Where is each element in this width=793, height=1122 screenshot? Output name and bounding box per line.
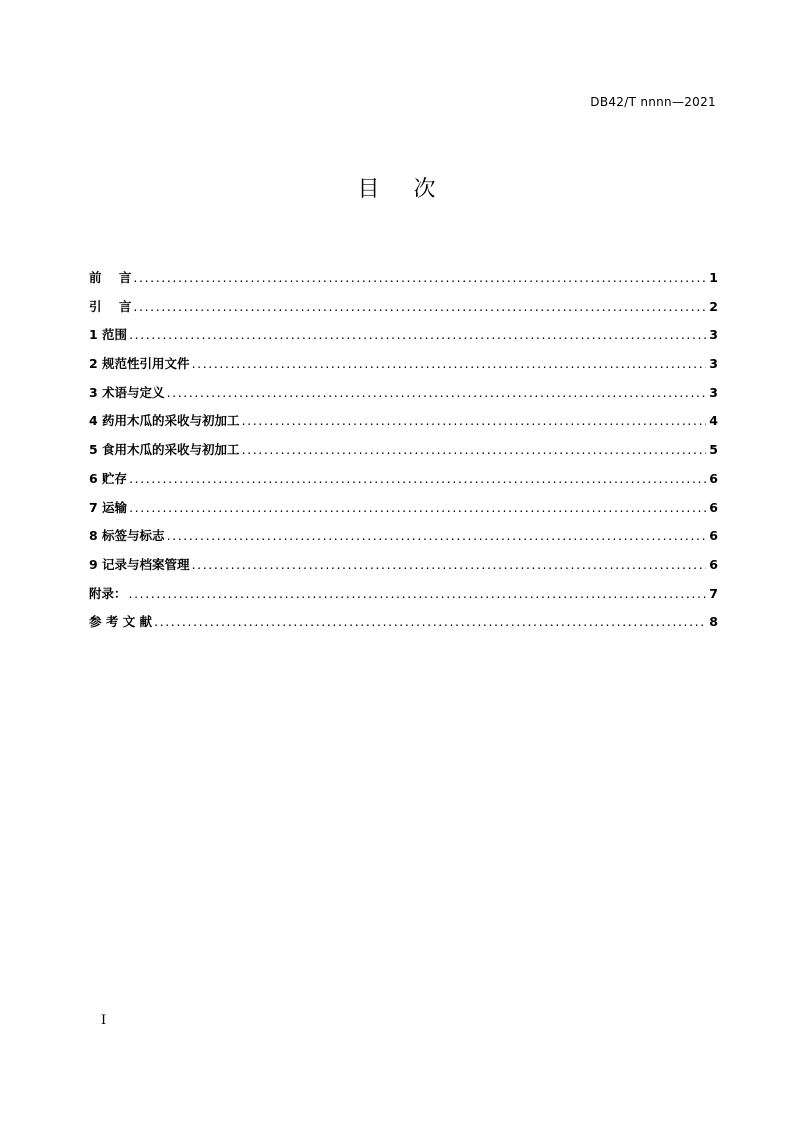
- toc-dot-leader: [167, 528, 707, 543]
- toc-entry-preface[interactable]: [89, 268, 718, 297]
- toc-dot-leader: [129, 471, 706, 486]
- toc-entry-page: 5: [709, 442, 718, 458]
- toc-dot-leader: [154, 614, 706, 629]
- toc-entry-terms-definitions[interactable]: [89, 383, 718, 412]
- document-code: DB42/T nnnn—2021: [590, 95, 716, 109]
- toc-entry-edible-harvest[interactable]: [89, 440, 718, 469]
- toc-entry-page: 1: [709, 270, 718, 285]
- toc-entry-medicinal-harvest[interactable]: [89, 411, 718, 440]
- toc-entry-label: 3 术语与定义: [89, 384, 165, 400]
- toc-entry-label: 7 运输: [89, 499, 128, 515]
- toc-dot-leader: [242, 413, 707, 428]
- toc-entry-appendix[interactable]: [89, 584, 718, 613]
- table-of-contents: [89, 268, 718, 641]
- toc-entry-label: 9 记录与档案管理: [89, 556, 190, 572]
- toc-entry-page: 3: [709, 384, 718, 400]
- toc-entry-page: 7: [709, 585, 718, 601]
- toc-dot-leader: [133, 270, 706, 285]
- toc-entry-page: 3: [709, 356, 718, 372]
- toc-entry-label: 4 药用木瓜的采收与初加工: [89, 413, 240, 429]
- toc-entry-bibliography[interactable]: [89, 612, 718, 641]
- toc-entry-records-archives[interactable]: [89, 555, 718, 584]
- toc-dot-leader: [129, 586, 707, 601]
- toc-entry-page: 6: [709, 556, 718, 572]
- toc-entry-label: 6 贮存: [89, 470, 128, 486]
- toc-entry-labels-marks[interactable]: [89, 526, 718, 555]
- toc-entry-label: 5 食用木瓜的采收与初加工: [89, 442, 240, 458]
- toc-dot-leader: [192, 356, 707, 371]
- toc-entry-page: 2: [709, 298, 718, 314]
- toc-entry-label: 前 言: [89, 270, 132, 285]
- toc-entry-normative-references[interactable]: [89, 354, 718, 383]
- toc-entry-page: 6: [709, 528, 718, 544]
- toc-entry-page: 6: [709, 470, 718, 486]
- toc-entry-label: 2 规范性引用文件: [89, 356, 190, 372]
- toc-dot-leader: [129, 500, 706, 515]
- toc-dot-leader: [133, 299, 706, 314]
- toc-entry-page: 3: [709, 327, 718, 343]
- toc-dot-leader: [192, 557, 707, 572]
- toc-entry-storage[interactable]: [89, 469, 718, 498]
- toc-title: 目次: [357, 177, 470, 202]
- toc-entry-page: 4: [709, 413, 718, 429]
- toc-entry-label: 8 标签与标志: [89, 528, 165, 544]
- toc-entry-label: 1 范围: [89, 327, 128, 343]
- toc-entry-scope[interactable]: [89, 325, 718, 354]
- toc-entry-page: 8: [709, 614, 718, 630]
- toc-entry-label: 参 考 文 献: [89, 614, 153, 630]
- toc-entry-label: 附录：: [89, 585, 127, 601]
- toc-entry-transport[interactable]: [89, 498, 718, 527]
- toc-dot-leader: [167, 385, 707, 400]
- toc-entry-introduction[interactable]: [89, 297, 718, 326]
- toc-dot-leader: [129, 327, 706, 342]
- page-number: I: [101, 1013, 107, 1028]
- toc-entry-page: 6: [709, 499, 718, 515]
- toc-dot-leader: [242, 442, 707, 457]
- toc-entry-label: 引 言: [89, 298, 132, 314]
